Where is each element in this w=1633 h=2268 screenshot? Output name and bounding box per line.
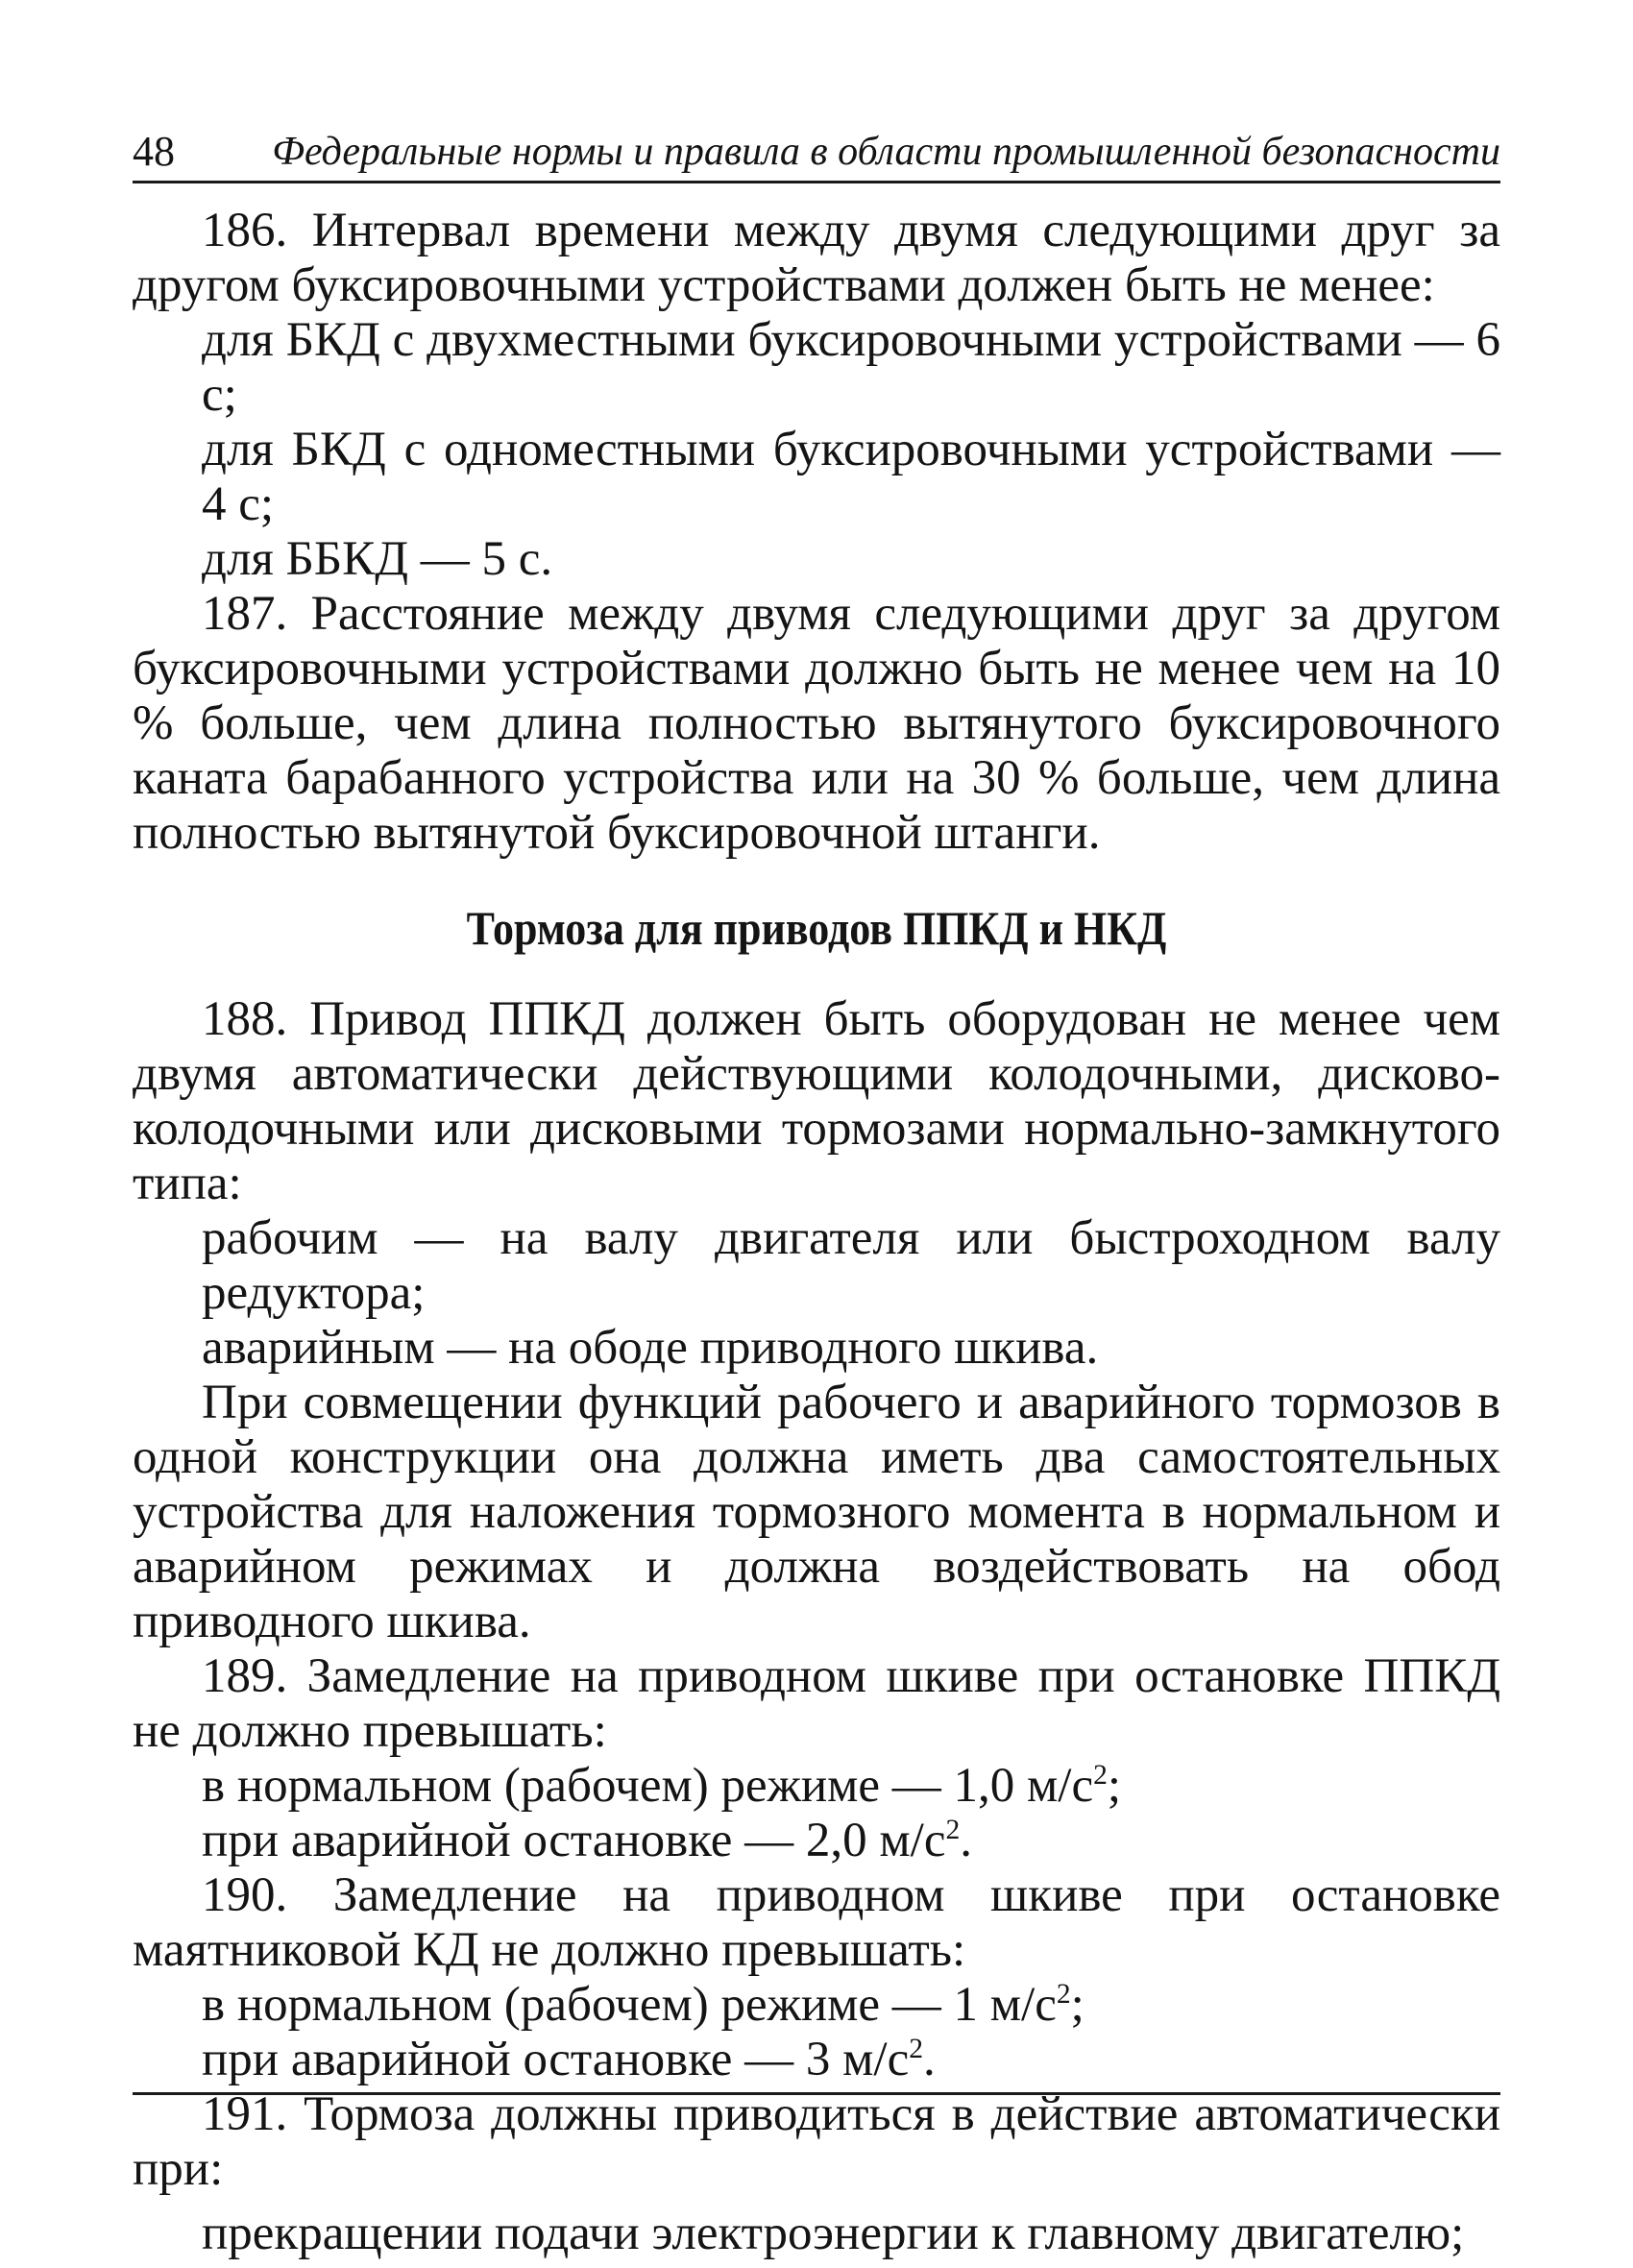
page-body — [133, 204, 1500, 2261]
list-item-190-b — [133, 2033, 1500, 2087]
paragraph-187: 187. Расстояние между двумя следующими друг за другом буксировочными устройствами должно быть не менее чем на 10 % больше, чем длина полностью вытянутого буксировочного каната барабанного устройства или на 30 % больше, чем длина полностью вытянутой буксировочной штанги. — [133, 587, 1500, 860]
paragraph-188-note: При совмещении функций рабочего и аварийного тормозов в одной конструкции она должна иметь два самостоятельных устройства для наложения тормозного момента в нормальном и аварийном режимах и должна воздействовать на обод приводного шкива. — [133, 1376, 1500, 1648]
page-header — [133, 117, 1500, 183]
list-item-189-a-tail: ; — [1107, 1759, 1122, 1813]
superscript: 2 — [945, 1815, 961, 1845]
paragraph-186: 186. Интервал времени между двумя следующими друг за другом буксировочными устройствами должен быть не менее: — [133, 204, 1500, 312]
list-item-186-c: для ББКД — 5 с. — [202, 532, 553, 586]
list-item-190-b-tail: . — [923, 2033, 936, 2086]
list-item-189-b — [133, 1814, 1500, 1868]
list-item-190-b-text: при аварийной остановке — 3 м/с — [202, 2033, 910, 2086]
list-item-190-a-text: в нормальном (рабочем) режиме — 1 м/с — [202, 1978, 1057, 2032]
list-item-191-a: прекращении подачи электроэнергии к главному двигателю; — [202, 2207, 1465, 2260]
list-item-186-a: для БКД с двухместными буксировочными устройствами — 6 с; — [202, 313, 1500, 422]
superscript: 2 — [909, 2034, 924, 2064]
list-item-188-b: аварийным — на ободе приводного шкива. — [202, 1321, 1099, 1375]
list-item-186-b: для БКД с одноместными буксировочными устройствами — 4 с; — [202, 423, 1500, 531]
list-item-190-a-tail: ; — [1070, 1978, 1085, 2032]
paragraph-190: 190. Замедление на приводном шкиве при остановке маятниковой КД не должно превышать: — [133, 1868, 1500, 1977]
superscript: 2 — [1056, 1979, 1071, 2010]
paragraph-191: 191. Тормоза должны приводиться в действие автоматически при: — [133, 2087, 1500, 2196]
list-item-190-a — [133, 1978, 1500, 2033]
list-item-188-a: рабочим — на валу двигателя или быстроходном валу редуктора; — [202, 1211, 1500, 1320]
running-title: Федеральные нормы и правила в области промышленной безопасности — [272, 130, 1500, 174]
page-number: 48 — [133, 128, 175, 175]
footer-rule — [133, 2092, 1500, 2095]
superscript: 2 — [1093, 1760, 1108, 1791]
paragraph-189: 189. Замедление на приводном шкиве при остановке ППКД не должно превышать: — [133, 1649, 1500, 1758]
list-item-189-b-tail: . — [960, 1814, 973, 1867]
paragraph-188: 188. Привод ППКД должен быть оборудован не менее чем двумя автоматически действующими колодочными, дисково-колодочными или дисковыми тормозами нормально-замкнутого типа: — [133, 992, 1500, 1210]
section-heading: Тормоза для приводов ППКД и НКД — [466, 901, 1167, 955]
list-item-189-a — [133, 1759, 1500, 1814]
list-item-189-a-text: в нормальном (рабочем) режиме — 1,0 м/с — [202, 1759, 1094, 1813]
list-item-189-b-text: при аварийной остановке — 2,0 м/с — [202, 1814, 946, 1867]
